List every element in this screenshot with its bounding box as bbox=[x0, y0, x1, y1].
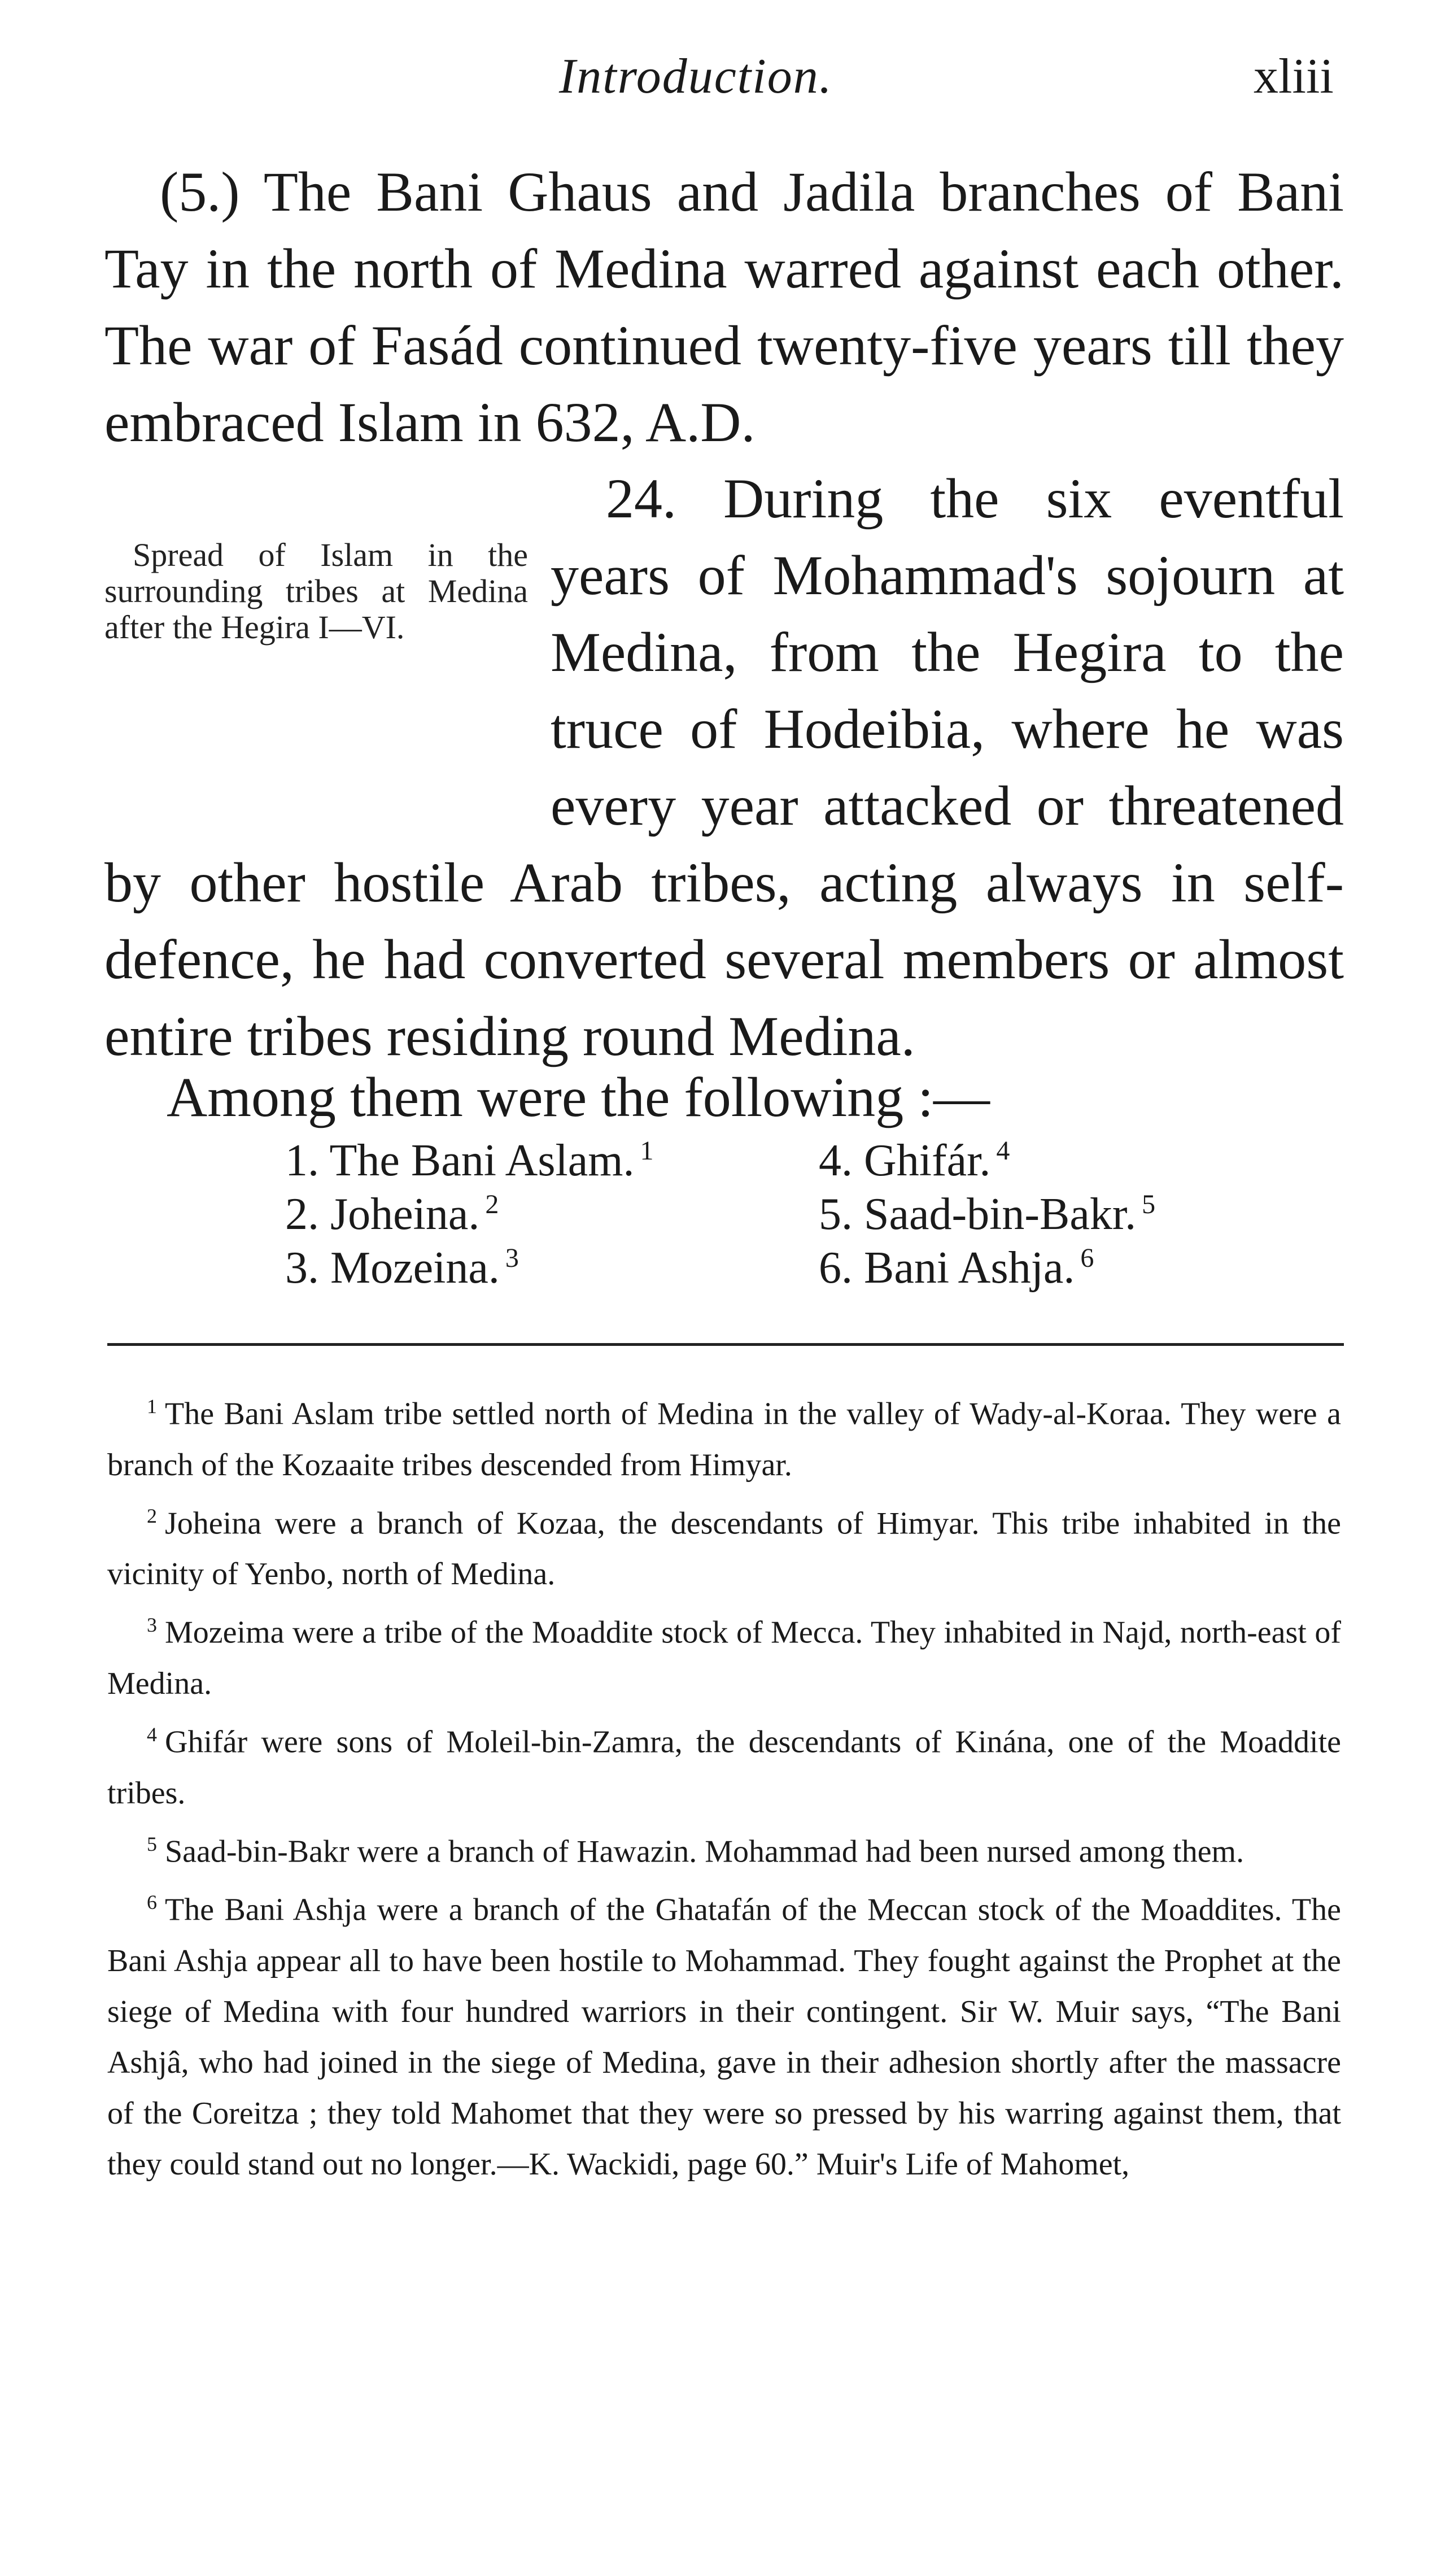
footnote-mark: 2 bbox=[147, 1504, 157, 1527]
footnote-text: The Bani Aslam tribe settled north of Medina in the valley of Wady-al-Koraa. They were a branch of the Kozaaite tribes descended from Himyar. bbox=[107, 1396, 1341, 1483]
tribe-label: 6. Bani Ashja. bbox=[819, 1243, 1075, 1293]
paragraph-5 bbox=[104, 154, 1344, 461]
paragraph-24 bbox=[104, 460, 1344, 1075]
footnote bbox=[107, 1599, 1341, 1709]
footnote bbox=[107, 1709, 1341, 1819]
footnotes bbox=[107, 1381, 1341, 2190]
footnote-ref: 6 bbox=[1080, 1243, 1094, 1274]
footnote bbox=[107, 1877, 1341, 2190]
footnote bbox=[107, 1490, 1341, 1600]
paragraph-5-text: (5.) The Bani Ghaus and Jadila branches of Bani Tay in the north of Medina warred against each other. The war of Fasád continued twenty-five years till they embraced Islam in 632, A.D. bbox=[104, 160, 1344, 454]
tribe-list-left-column bbox=[285, 1135, 653, 1296]
tribe-item bbox=[285, 1135, 653, 1189]
footnote-text: Ghifár were sons of Moleil-bin-Zamra, the descendants of Kinána, one of the Moaddite tribes. bbox=[107, 1724, 1341, 1811]
tribe-item bbox=[819, 1135, 1155, 1189]
tribe-item bbox=[819, 1189, 1155, 1243]
running-title: Introduction. bbox=[559, 49, 833, 104]
tribe-label: 3. Mozeina. bbox=[285, 1243, 500, 1293]
page-number: xliii bbox=[1254, 49, 1334, 104]
footnote-text: Mozeima were a tribe of the Moaddite stock of Mecca. They inhabited in Najd, north-east of Medina. bbox=[107, 1615, 1341, 1701]
tribe-item bbox=[819, 1243, 1155, 1296]
footnote-mark: 6 bbox=[147, 1891, 157, 1914]
footnote-ref: 3 bbox=[505, 1243, 519, 1274]
tribe-item bbox=[285, 1189, 653, 1243]
paragraph-24-text: 24. During the six eventful years of Mohammad's sojourn at Medina, from the Hegira to the truce of Hodeibia, where he was every year attacked or threatened by other hostile Arab tribes, acting always in self-defence, he had converted several members or almost entire tribes residing round Medina. bbox=[104, 467, 1344, 1067]
tribe-label: 1. The Bani Aslam. bbox=[285, 1136, 635, 1185]
margin-sidenote: Spread of Islam in the surrounding tribes at Medina after the Hegira I—VI. bbox=[104, 537, 528, 646]
footnote-mark: 3 bbox=[147, 1614, 157, 1637]
footnote-ref: 5 bbox=[1142, 1189, 1156, 1220]
footnote-ref: 2 bbox=[485, 1189, 499, 1220]
tribe-label: 5. Saad-bin-Bakr. bbox=[819, 1189, 1137, 1239]
tribe-item bbox=[285, 1243, 653, 1296]
footnote bbox=[107, 1819, 1341, 1877]
footnote-text: The Bani Ashja were a branch of the Ghatafán of the Meccan stock of the Moaddites. The Bani Ashja appear all to have been hostile to Mohammad. They fought against the Prophet at the siege of Medina with four hundred warriors in their contingent. Sir W. Muir says, “The Bani Ashjâ, who had joined in the siege of Medina, gave in their adhesion shortly after the massacre of the Coreitza ; they told Mahomet that they were so pressed by his warring against them, that they could stand out no longer.—K. Wackidi, page 60.” Muir's Life of Mahomet, bbox=[107, 1892, 1341, 2182]
tribe-list-right-column bbox=[819, 1135, 1155, 1296]
tribe-label: 4. Ghifár. bbox=[819, 1136, 991, 1185]
footnote-mark: 4 bbox=[147, 1723, 157, 1746]
footnote-divider bbox=[107, 1343, 1344, 1346]
footnote-ref: 1 bbox=[640, 1136, 654, 1166]
tribes-intro: Among them were the following :— bbox=[167, 1066, 990, 1128]
footnote-mark: 1 bbox=[147, 1395, 157, 1418]
footnote-mark: 5 bbox=[147, 1832, 157, 1855]
footnote bbox=[107, 1381, 1341, 1490]
tribe-label: 2. Joheina. bbox=[285, 1189, 480, 1239]
footnote-text: Saad-bin-Bakr were a branch of Hawazin. Mohammad had been nursed among them. bbox=[165, 1834, 1244, 1869]
footnote-ref: 4 bbox=[996, 1136, 1010, 1166]
footnote-text: Joheina were a branch of Kozaa, the descendants of Himyar. This tribe inhabited in the vicinity of Yenbo, north of Medina. bbox=[107, 1506, 1341, 1592]
